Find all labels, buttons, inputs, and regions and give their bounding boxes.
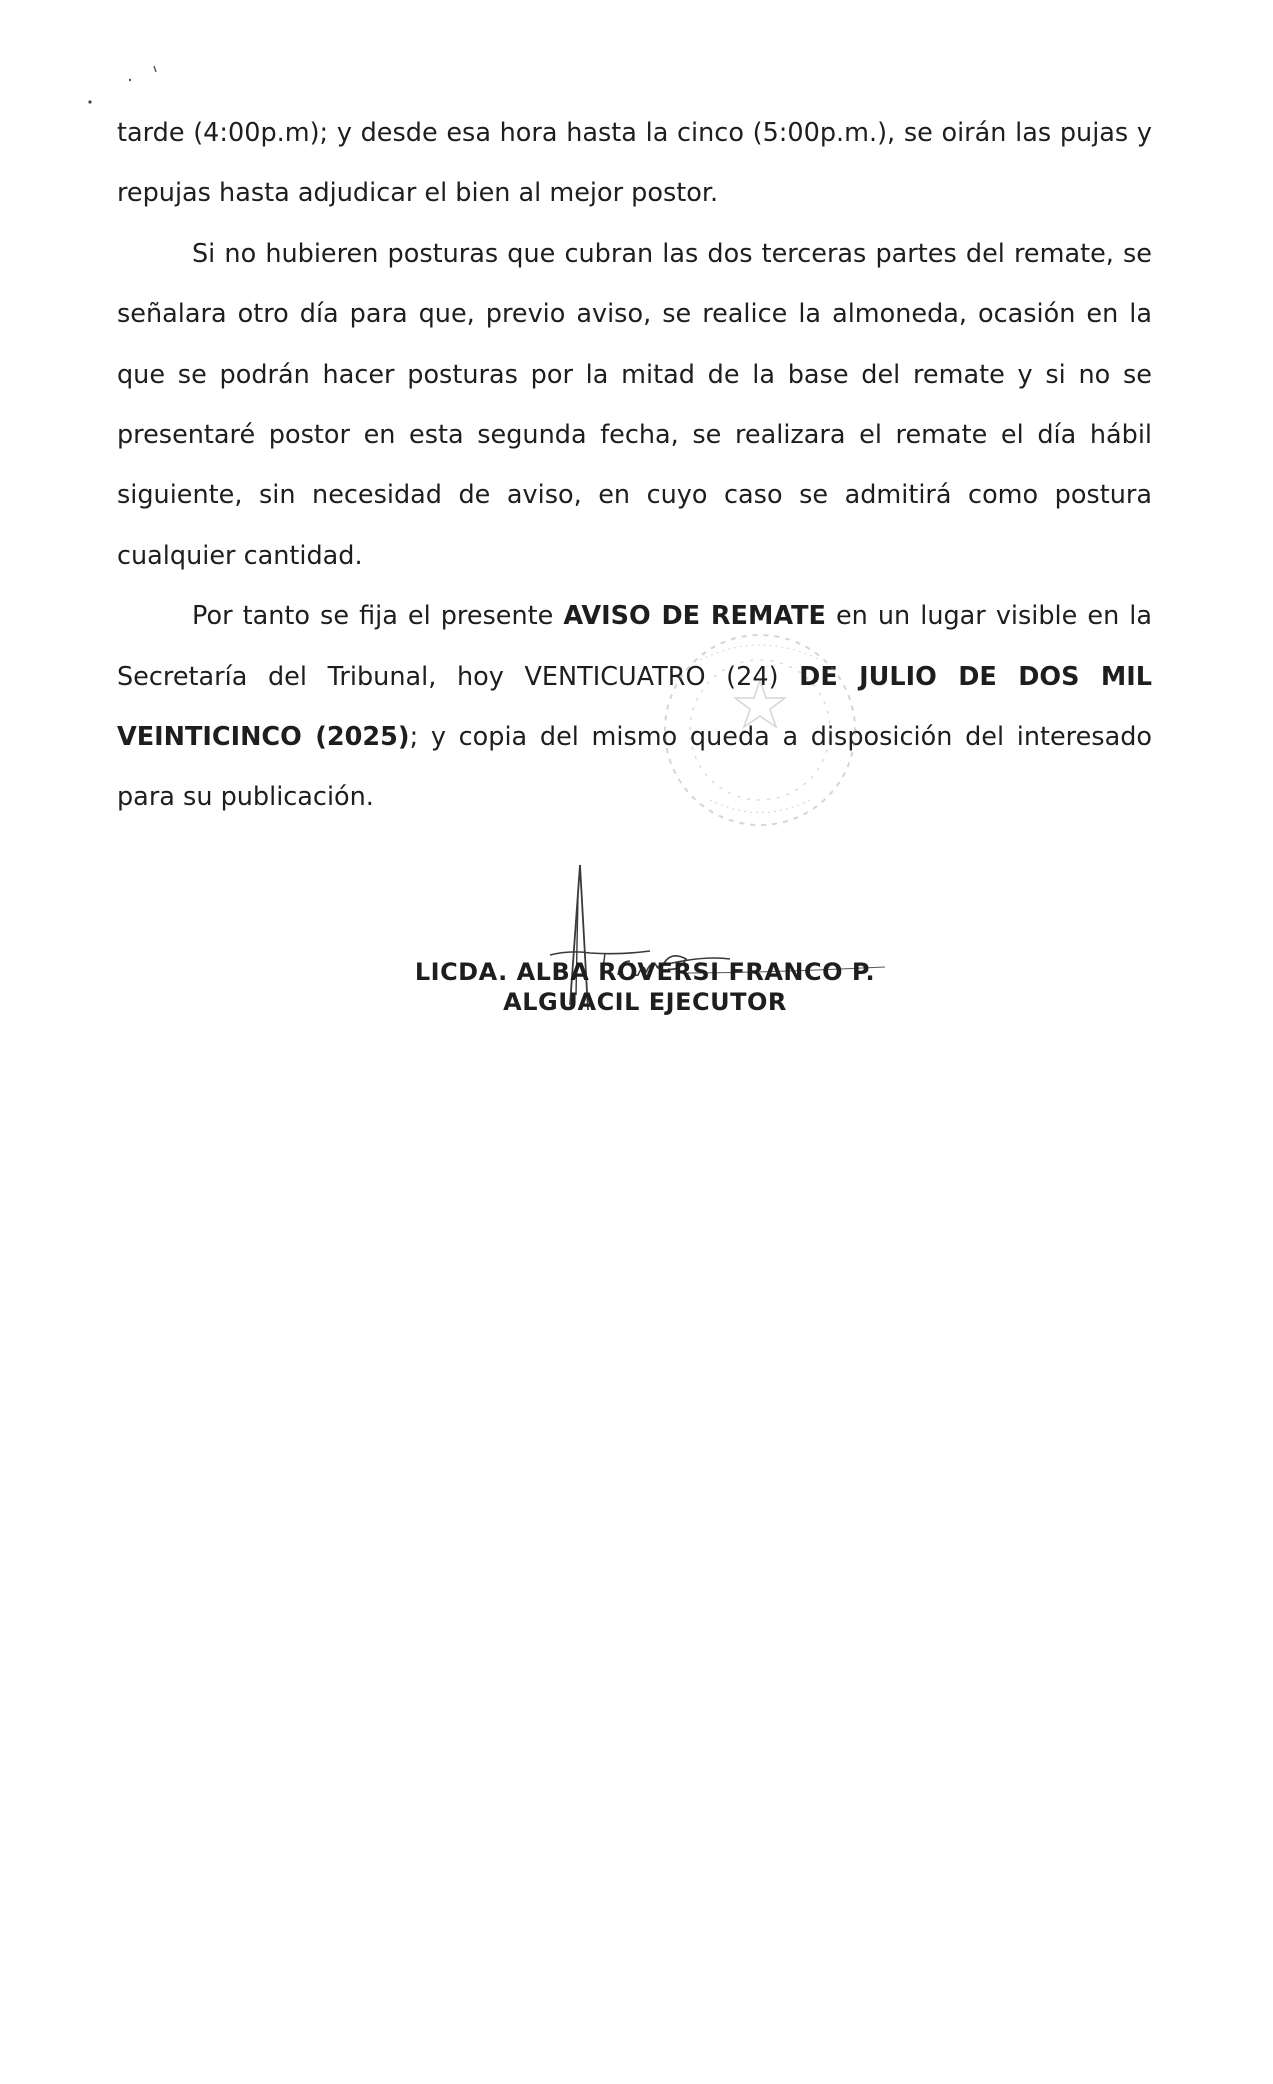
aviso-text-3: ; y copia del mismo queda a disposición del interesado para su publicación. [117,722,1152,813]
aviso-remate-bold: AVISO DE REMATE [563,601,826,632]
aviso-date-bold: DE JULIO DE DOS MIL VEINTICINCO (2025) [117,661,1152,753]
court-seal-stamp [640,620,900,870]
paragraph-continuation: tarde (4:00p.m); y desde esa hora hasta la cinco (5:00p.m.), se oirán las pujas y repujas hasta adjudicar el bien al mejor postor. [117,118,1152,209]
signer-title: ALGUACIL EJECUTOR [503,988,787,1016]
signer-name: LICDA. ALBA ROVERSI FRANCO P. [414,958,876,986]
aviso-text-1: Por tanto se fija el presente [192,601,564,632]
signature-block [280,957,1010,1017]
document-body [117,103,1152,828]
paragraph-posturas: Si no hubieren posturas que cubran las dos terceras partes del remate, se señalara otro día para que, previo aviso, se realice la almoneda, ocasión en la que se podrán hacer posturas por la mitad de la base del remate y si no se presentaré postor en esta segunda fecha, se realizara el remate el día hábil siguiente, sin necesidad de aviso, en cuyo caso se admitirá como postura cualquier cantidad. [117,238,1152,571]
paragraph-aviso [117,586,1152,828]
aviso-text-2: en un lugar visible en la Secretaría del Tribunal, hoy VENTICUATRO (24) [117,601,1152,692]
scan-specks [86,58,166,108]
